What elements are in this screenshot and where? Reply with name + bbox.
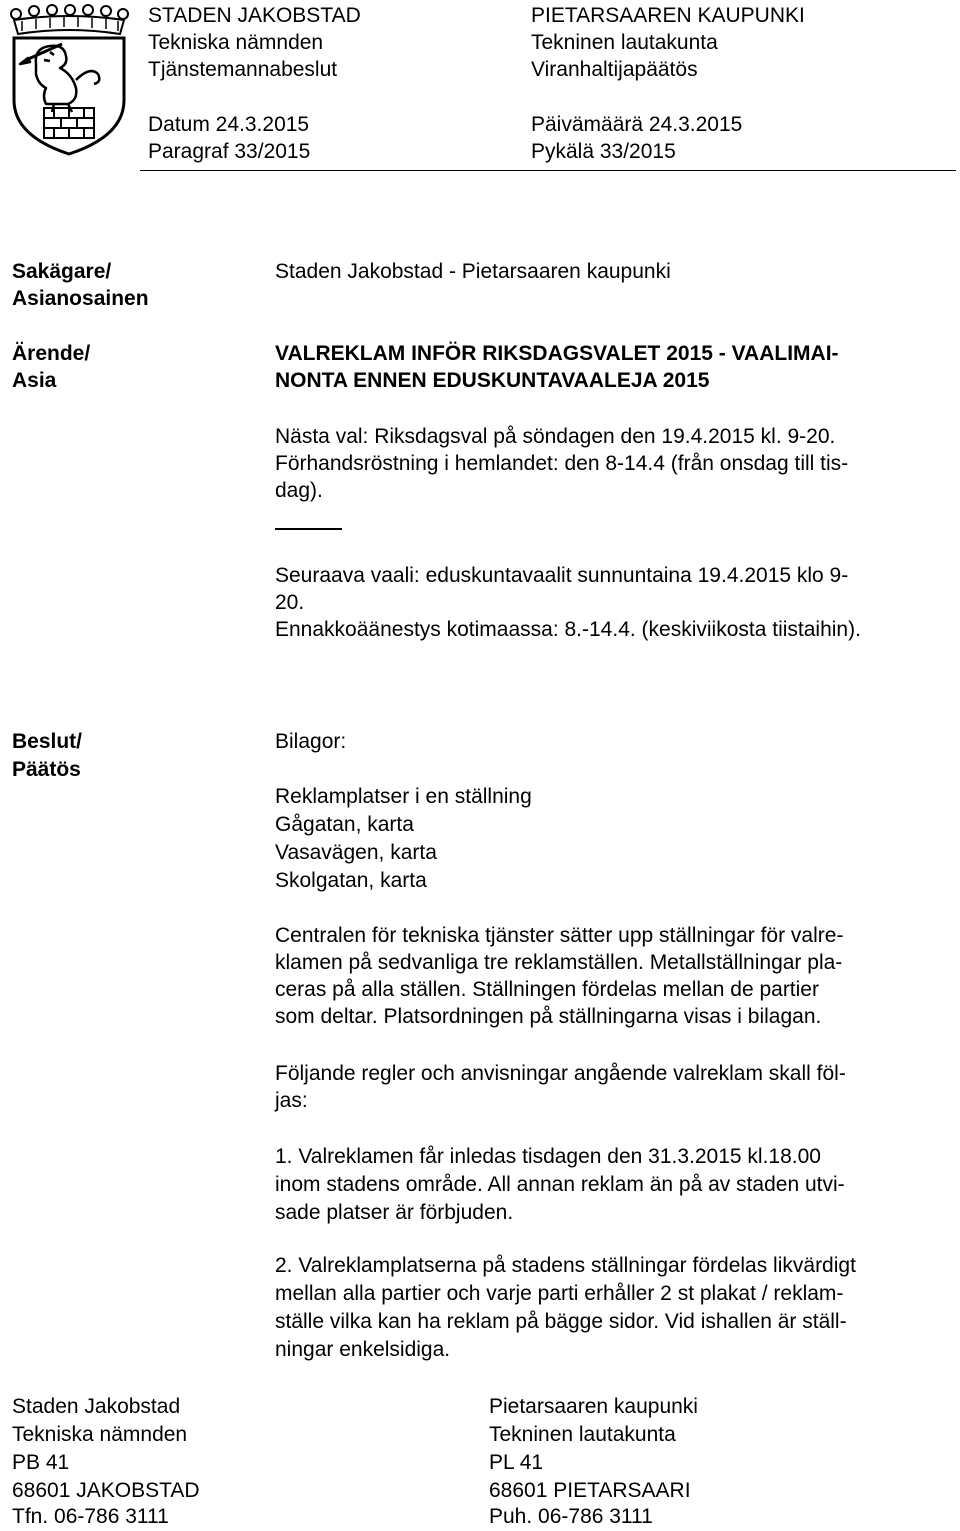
header-board-finnish: Tekninen lautakunta <box>531 31 718 54</box>
party-value: Staden Jakobstad - Pietarsaaren kaupunki <box>275 260 671 283</box>
matter-swedish-line-3: dag). <box>275 479 323 502</box>
decision-para1-line-4: som deltar. Platsordningen på ställningarna visas i bilagan. <box>275 1005 822 1028</box>
matter-finnish-line-2: 20. <box>275 591 305 614</box>
header-date-finnish: Päivämäärä 24.3.2015 <box>531 113 743 136</box>
decision-para1-line-3: ceras på alla ställen. Ställningen fördelas mellan de partier <box>275 978 819 1001</box>
matter-swedish-line-2: Förhandsröstning i hemlandet: den 8-14.4 (från onsdag till tis- <box>275 452 849 475</box>
rule-1-line-2: inom stadens område. All annan reklam än på av staden utvi- <box>275 1173 845 1196</box>
attachment-item: Reklamplatser i en ställning <box>275 785 532 808</box>
footer-finnish-line: Pietarsaaren kaupunki <box>489 1395 698 1418</box>
rule-2-line-3: ställe vilka kan ha reklam på bägge sidor. Vid ishallen är ställ- <box>275 1310 847 1333</box>
rule-2-line-4: ningar enkelsidiga. <box>275 1338 451 1361</box>
footer-finnish-line: Puh. 06-786 3111 <box>489 1505 653 1528</box>
rule-1-line-1: 1. Valreklamen får inledas tisdagen den 31.3.2015 kl.18.00 <box>275 1145 821 1168</box>
matter-label-line-1: Ärende/ <box>12 342 91 365</box>
decision-para2-line-2: jas: <box>275 1089 308 1112</box>
footer-swedish-line: Tekniska nämnden <box>12 1423 188 1446</box>
footer-swedish-line: Tfn. 06-786 3111 <box>12 1505 169 1528</box>
attachment-item: Vasavägen, karta <box>275 841 437 864</box>
attachment-item: Skolgatan, karta <box>275 869 427 892</box>
matter-finnish-line-3: Ennakkoäänestys kotimaassa: 8.-14.4. (keskiviikosta tiistaihin). <box>275 618 861 641</box>
matter-label-line-2: Asia <box>12 369 57 392</box>
header-date-swedish: Datum 24.3.2015 <box>148 113 310 136</box>
party-label-line-2: Asianosainen <box>12 287 149 310</box>
decision-para1-line-1: Centralen för tekniska tjänster sätter upp ställningar för valre- <box>275 924 844 947</box>
matter-finnish-line-1: Seuraava vaali: eduskuntavaalit sunnuntaina 19.4.2015 klo 9- <box>275 564 849 587</box>
decision-label-line-2: Päätös <box>12 758 81 781</box>
decision-para1-line-2: klamen på sedvanliga tre reklamställen. Metallställningar pla- <box>275 951 843 974</box>
header-decision-type-swedish: Tjänstemannabeslut <box>148 58 338 81</box>
header-divider <box>140 170 956 171</box>
footer-finnish-line: PL 41 <box>489 1451 544 1474</box>
header-city-finnish: PIETARSAAREN KAUPUNKI <box>531 4 805 27</box>
language-separator <box>275 528 342 530</box>
footer-swedish-line: 68601 JAKOBSTAD <box>12 1479 200 1502</box>
header-paragraph-swedish: Paragraf 33/2015 <box>148 140 311 163</box>
header-board-swedish: Tekniska nämnden <box>148 31 324 54</box>
rule-1-line-3: sade platser är förbjuden. <box>275 1201 514 1224</box>
footer-finnish-line: 68601 PIETARSAARI <box>489 1479 691 1502</box>
matter-swedish-line-1: Nästa val: Riksdagsval på söndagen den 19.4.2015 kl. 9-20. <box>275 425 836 448</box>
footer-swedish-line: Staden Jakobstad <box>12 1395 181 1418</box>
header-city-swedish: STADEN JAKOBSTAD <box>148 4 361 27</box>
party-label-line-1: Sakägare/ <box>12 260 112 283</box>
rule-2-line-1: 2. Valreklamplatserna på stadens ställningar fördelas likvärdigt <box>275 1254 856 1277</box>
decision-label-line-1: Beslut/ <box>12 730 83 753</box>
matter-title-line-1: VALREKLAM INFÖR RIKSDAGSVALET 2015 - VAALIMAI- <box>275 342 839 365</box>
header-paragraph-finnish: Pykälä 33/2015 <box>531 140 676 163</box>
attachments-heading: Bilagor: <box>275 730 347 753</box>
header-decision-type-finnish: Viranhaltijapäätös <box>531 58 698 81</box>
rule-2-line-2: mellan alla partier och varje parti erhåller 2 st plakat / reklam- <box>275 1282 844 1305</box>
attachment-item: Gågatan, karta <box>275 813 414 836</box>
decision-para2-line-1: Följande regler och anvisningar angående valreklam skall föl- <box>275 1062 846 1085</box>
footer-swedish-line: PB 41 <box>12 1451 70 1474</box>
coat-of-arms-icon <box>6 4 132 156</box>
footer-finnish-line: Tekninen lautakunta <box>489 1423 676 1446</box>
matter-title-line-2: NONTA ENNEN EDUSKUNTAVAALEJA 2015 <box>275 369 710 392</box>
